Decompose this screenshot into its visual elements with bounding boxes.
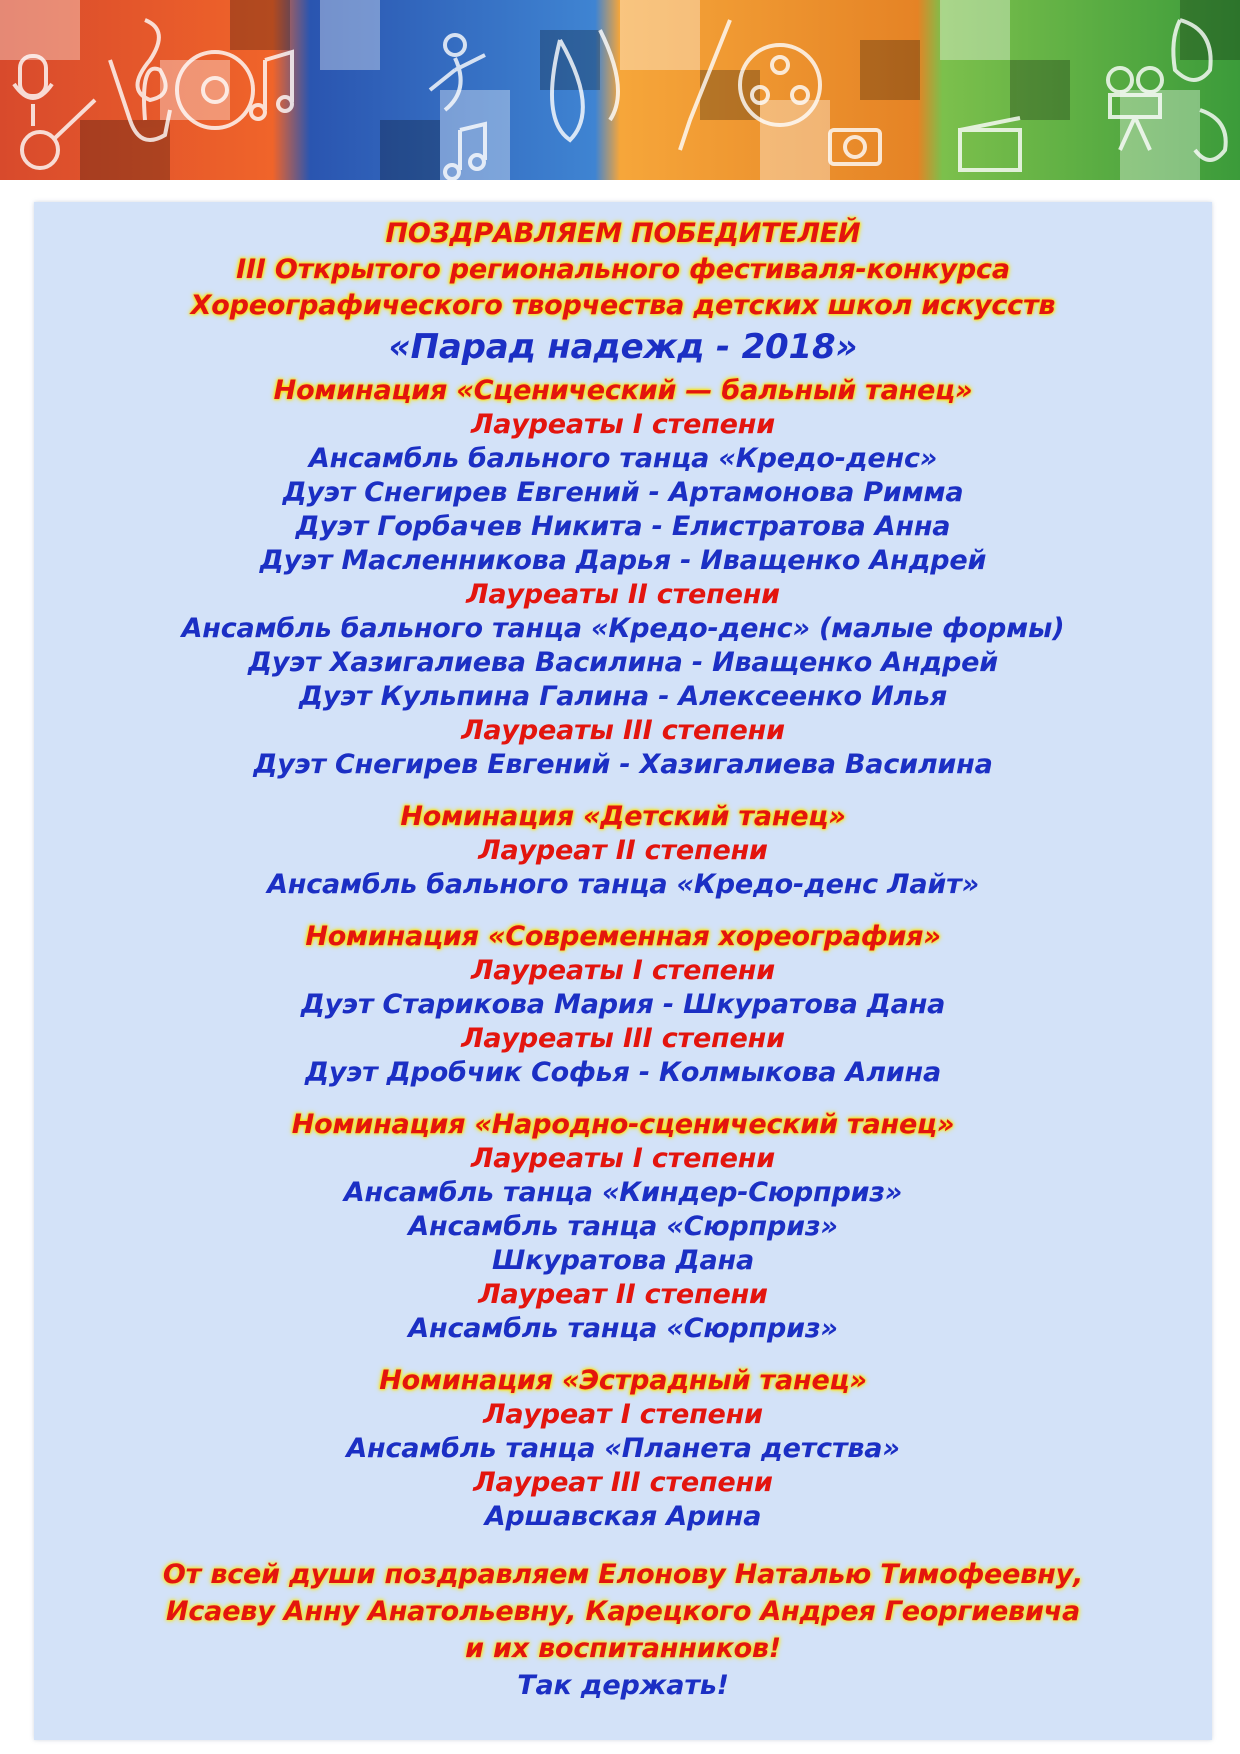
decorative-arts-banner	[0, 0, 1240, 180]
festival-title-line: III Открытого регионального фестиваля-конкурса	[236, 254, 1010, 285]
nomination-section	[34, 800, 1212, 902]
closing-slogan: Так держать!	[517, 1670, 729, 1701]
winner-name: Ансамбль бального танца «Кредо-денс Лайт»	[267, 869, 979, 900]
award-degree: Лауреат III степени	[473, 1467, 773, 1498]
header-block	[34, 216, 1212, 370]
winner-name: Дуэт Снегирев Евгений - Хазигалиева Василина	[253, 749, 993, 780]
closing-line: Исаеву Анну Анатольевну, Карецкого Андрея Георгиевича	[165, 1596, 1081, 1627]
winner-name: Ансамбль бального танца «Кредо-денс» (малые формы)	[181, 613, 1065, 644]
winner-name: Ансамбль бального танца «Кредо-денс»	[308, 443, 938, 474]
closing-line: и их воспитанников!	[465, 1633, 781, 1664]
award-degree: Лауреаты III степени	[461, 1023, 785, 1054]
winner-name: Дуэт Дробчик Софья - Колмыкова Алина	[305, 1057, 941, 1088]
nomination-section	[34, 374, 1212, 782]
nomination-title: Номинация «Детский танец»	[400, 801, 846, 832]
award-degree: Лауреат II степени	[478, 835, 768, 866]
nomination-section	[34, 1108, 1212, 1346]
winner-name: Аршавская Арина	[484, 1501, 762, 1532]
award-degree: Лауреат I степени	[483, 1399, 763, 1430]
nomination-section	[34, 920, 1212, 1090]
award-degree: Лауреаты I степени	[471, 409, 775, 440]
winner-name: Дуэт Масленникова Дарья - Иващенко Андрей	[259, 545, 987, 576]
nomination-title: Номинация «Эстрадный танец»	[379, 1365, 867, 1396]
winner-name: Ансамбль танца «Планета детства»	[346, 1433, 900, 1464]
winner-name: Ансамбль танца «Сюрприз»	[408, 1313, 838, 1344]
closing-message	[34, 1556, 1212, 1704]
closing-line: От всей души поздравляем Елонову Наталью Тимофеевну,	[162, 1559, 1084, 1590]
nomination-title: Номинация «Сценический — бальный танец»	[273, 375, 973, 406]
winner-name: Дуэт Снегирев Евгений - Артамонова Римма	[282, 477, 964, 508]
award-degree: Лауреат II степени	[478, 1279, 768, 1310]
winner-name: Дуэт Хазигалиева Василина - Иващенко Андрей	[248, 647, 998, 678]
winner-name: Шкуратова Дана	[491, 1245, 755, 1276]
winner-name: Дуэт Кульпина Галина - Алексеенко Илья	[298, 681, 948, 712]
winner-name: Ансамбль танца «Киндер-Сюрприз»	[343, 1177, 903, 1208]
winner-name: Дуэт Горбачев Никита - Елистратова Анна	[295, 511, 951, 542]
winner-name: Дуэт Старикова Мария - Шкуратова Дана	[300, 989, 946, 1020]
event-name: «Парад надежд - 2018»	[388, 327, 858, 367]
nomination-title: Номинация «Современная хореография»	[305, 921, 941, 952]
winners-card	[34, 202, 1212, 1740]
nomination-section	[34, 1364, 1212, 1534]
festival-subtitle-line: Хореографического творчества детских школ искусств	[190, 290, 1056, 321]
winner-name: Ансамбль танца «Сюрприз»	[408, 1211, 838, 1242]
nomination-title: Номинация «Народно-сценический танец»	[291, 1109, 955, 1140]
congrats-title: ПОЗДРАВЛЯЕМ ПОБЕДИТЕЛЕЙ	[385, 218, 861, 249]
award-degree: Лауреаты II степени	[466, 579, 780, 610]
award-degree: Лауреаты I степени	[471, 1143, 775, 1174]
award-degree: Лауреаты I степени	[471, 955, 775, 986]
award-degree: Лауреаты III степени	[461, 715, 785, 746]
